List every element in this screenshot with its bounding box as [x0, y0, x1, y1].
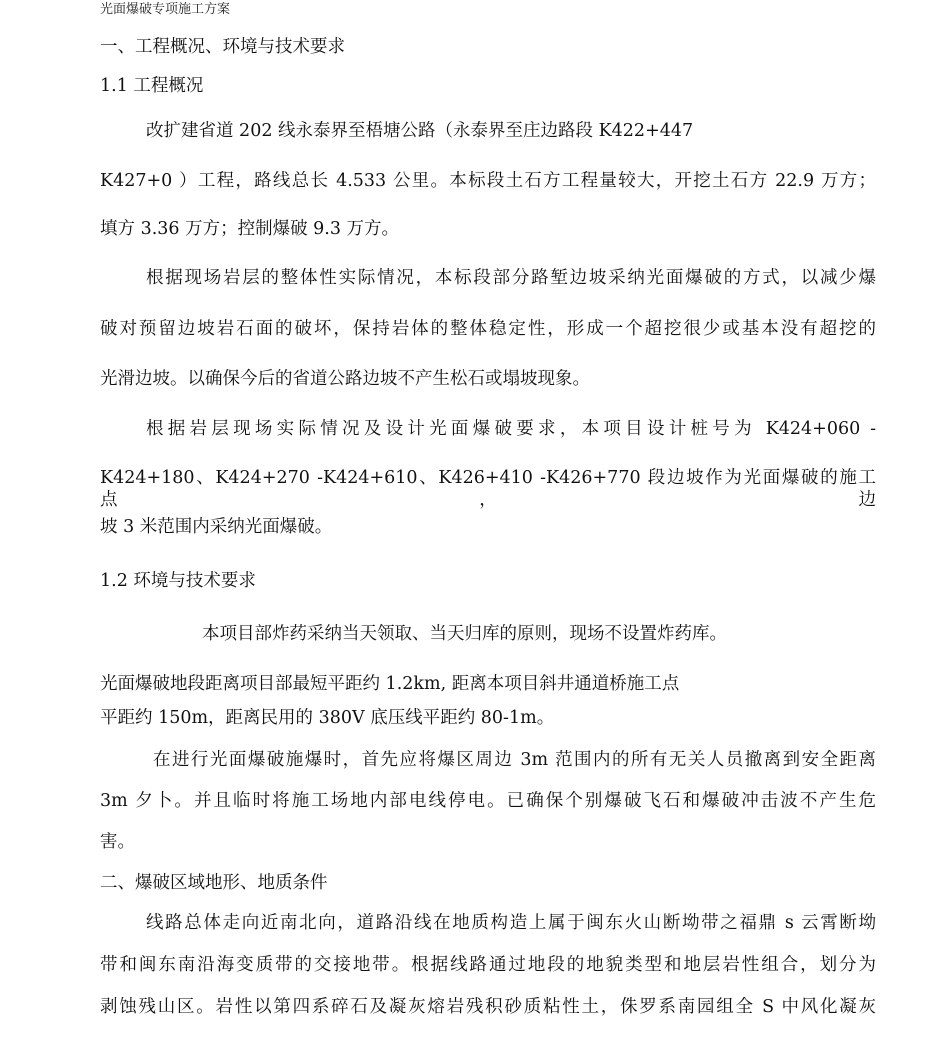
paragraph-5-line-1: 光面爆破地段距离项目部最短平距约 1.2km, 距离本项目斜井通道桥施工点 [100, 674, 680, 694]
subsection-1-2-title: 1.2 环境与技术要求 [100, 571, 256, 591]
paragraph-1-line-2: K427+0 ）工程，路线总长 4.533 公里。本标段土石方工程量较大，开挖土石方 22.9 万方； [100, 171, 876, 191]
paragraph-2-line-3: 光滑边坡。以确保今后的省道公路边坡不产生松石或塌坡现象。 [100, 369, 590, 389]
paragraph-1-line-3: 填方 3.36 万方；控制爆破 9.3 万方。 [100, 219, 400, 239]
paragraph-6-line-1: 在进行光面爆破施爆时，首先应将爆区周边 3m 范围内的所有无关人员撤离到安全距离 [153, 750, 876, 770]
paragraph-5-line-2: 平距约 150m，距离民用的 380V 底压线平距约 80-1m。 [100, 708, 555, 728]
paragraph-3-line-3: 坡 3 米范围内采纳光面爆破。 [100, 517, 333, 537]
paragraph-6-line-2: 3m 夕卜。并且临时将施工场地内部电线停电。已确保个别爆破飞石和爆破冲击波不产生危 [100, 791, 876, 811]
paragraph-7-line-1: 线路总体走向近南北向，道路沿线在地质构造上属于闽东火山断坳带之福鼎 s 云霄断坳 [146, 913, 876, 933]
paragraph-7-line-3: 剥蚀残山区。岩性以第四系碎石及凝灰熔岩残积砂质粘性土，侏罗系南园组全 S 中风化凝灰 [100, 997, 876, 1017]
paragraph-7-line-2: 带和闽东南沿海变质带的交接地带。根据线路通过地段的地貌类型和地层岩性组合，划分为 [100, 955, 876, 975]
paragraph-4: 本项目部炸药采纳当天领取、当天归库的原则，现场不设置炸药库。 [202, 624, 727, 644]
paragraph-3-line-1: 根据岩层现场实际情况及设计光面爆破要求，本项目设计桩号为 K424+060 - [146, 419, 876, 439]
paragraph-1-line-1: 改扩建省道 202 线永泰界至梧塘公路（永泰界至庄边路段 K422+447 [146, 121, 694, 141]
section-1-title: 一、工程概况、环境与技术要求 [100, 37, 345, 57]
paragraph-2-line-1: 根据现场岩层的整体性实际情况，本标段部分路堑边坡采纳光面爆破的方式，以减少爆 [146, 268, 876, 288]
subsection-1-1-title: 1.1 工程概况 [100, 76, 204, 96]
paragraph-3-line-2: K424+180、K424+270 -K424+610、K426+410 -K426+770 段边坡作为光面爆破的施工点，边 [100, 468, 876, 510]
paragraph-2-line-2: 破对预留边坡岩石面的破坏，保持岩体的整体稳定性，形成一个超挖很少或基本没有超挖的 [100, 319, 876, 339]
section-2-title: 二、爆破区域地形、地质条件 [100, 873, 328, 893]
page-header: 光面爆破专项施工方案 [100, 2, 231, 17]
paragraph-6-line-3: 害。 [100, 832, 135, 852]
